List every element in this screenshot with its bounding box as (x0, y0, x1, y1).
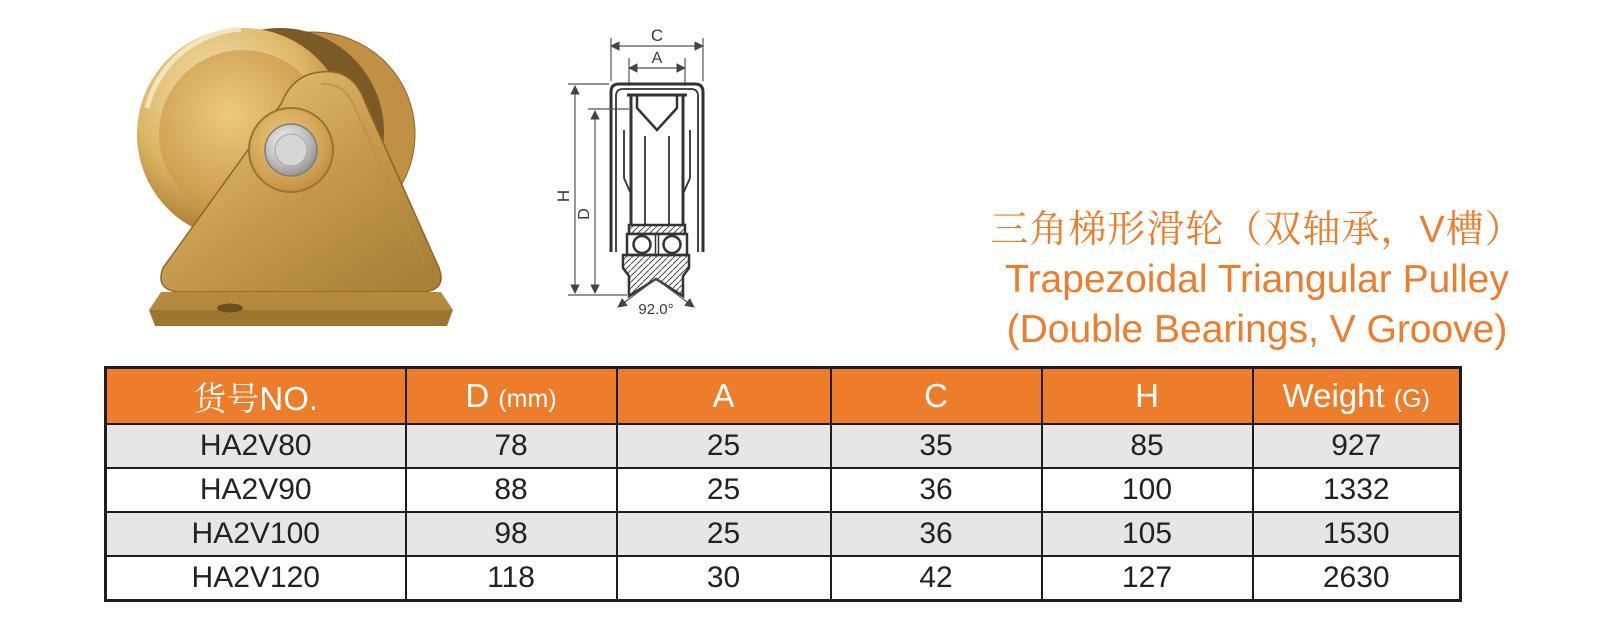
cell-item-no: HA2V80 (106, 424, 406, 468)
cell-c: 35 (831, 424, 1042, 468)
table-header-row (106, 368, 1461, 425)
col-header-label: D (465, 377, 490, 414)
cell-item-no: HA2V120 (106, 556, 406, 601)
cell-d: 118 (406, 556, 617, 601)
axle-bolt (265, 124, 317, 176)
product-title-en: Trapezoidal Triangular Pulley (1005, 258, 1509, 301)
spec-table (104, 366, 1462, 602)
dimension-h (568, 84, 627, 295)
dim-h-label: H (554, 189, 573, 203)
col-header-label: 货号NO. (193, 379, 319, 417)
table-row (106, 424, 1461, 468)
cell-d: 88 (406, 468, 617, 512)
cell-a: 25 (617, 512, 831, 556)
dim-d-label: D (576, 208, 593, 220)
cell-h: 100 (1042, 468, 1253, 512)
cell-weight: 927 (1253, 424, 1461, 468)
cell-a: 25 (617, 424, 831, 468)
v-groove (637, 95, 677, 130)
cell-a: 30 (617, 556, 831, 601)
groove-angle-label: 92.0° (638, 301, 674, 318)
mount-hole (217, 304, 243, 313)
col-header-a (617, 368, 831, 425)
cell-item-no: HA2V90 (106, 468, 406, 512)
table-row (106, 556, 1461, 601)
col-header-weight (1253, 368, 1461, 425)
cell-d: 98 (406, 512, 617, 556)
cell-weight: 1332 (1253, 468, 1461, 512)
bearings (627, 234, 687, 255)
bearing-right (664, 236, 681, 253)
technical-drawing (553, 18, 803, 318)
col-header-h (1042, 368, 1253, 425)
dim-c-label: C (650, 26, 664, 45)
bracket-base (149, 292, 453, 326)
cell-c: 36 (831, 512, 1042, 556)
product-title-zh: 三角梯形滑轮（双轴承，V槽） (990, 209, 1524, 251)
cell-h: 85 (1042, 424, 1253, 468)
product-subtitle-en: (Double Bearings, V Groove) (1006, 308, 1508, 351)
rim-section (623, 255, 689, 296)
cell-a: 25 (617, 468, 831, 512)
col-header-unit: (mm) (498, 385, 557, 413)
col-header-item-no (106, 368, 406, 425)
cell-weight: 2630 (1253, 556, 1461, 601)
cell-h: 105 (1042, 512, 1253, 556)
cell-weight: 1530 (1253, 512, 1461, 556)
wheel-section (627, 95, 687, 225)
table-row (106, 468, 1461, 512)
col-header-c (831, 368, 1042, 425)
cell-item-no: HA2V100 (106, 512, 406, 556)
col-header-d (406, 368, 617, 425)
hub-section (629, 225, 685, 234)
col-header-label: A (712, 377, 735, 414)
product-photo (95, 12, 465, 337)
product-title (977, 205, 1537, 355)
table-row (106, 512, 1461, 556)
col-header-label: C (924, 377, 948, 414)
col-header-unit: (G) (1393, 385, 1430, 413)
bearing-left (634, 236, 651, 253)
col-header-label: H (1135, 377, 1159, 414)
col-header-label: Weight (1282, 377, 1385, 414)
dim-a-label: A (651, 50, 663, 67)
cell-c: 42 (831, 556, 1042, 601)
cell-c: 36 (831, 468, 1042, 512)
cell-d: 78 (406, 424, 617, 468)
cell-h: 127 (1042, 556, 1253, 601)
